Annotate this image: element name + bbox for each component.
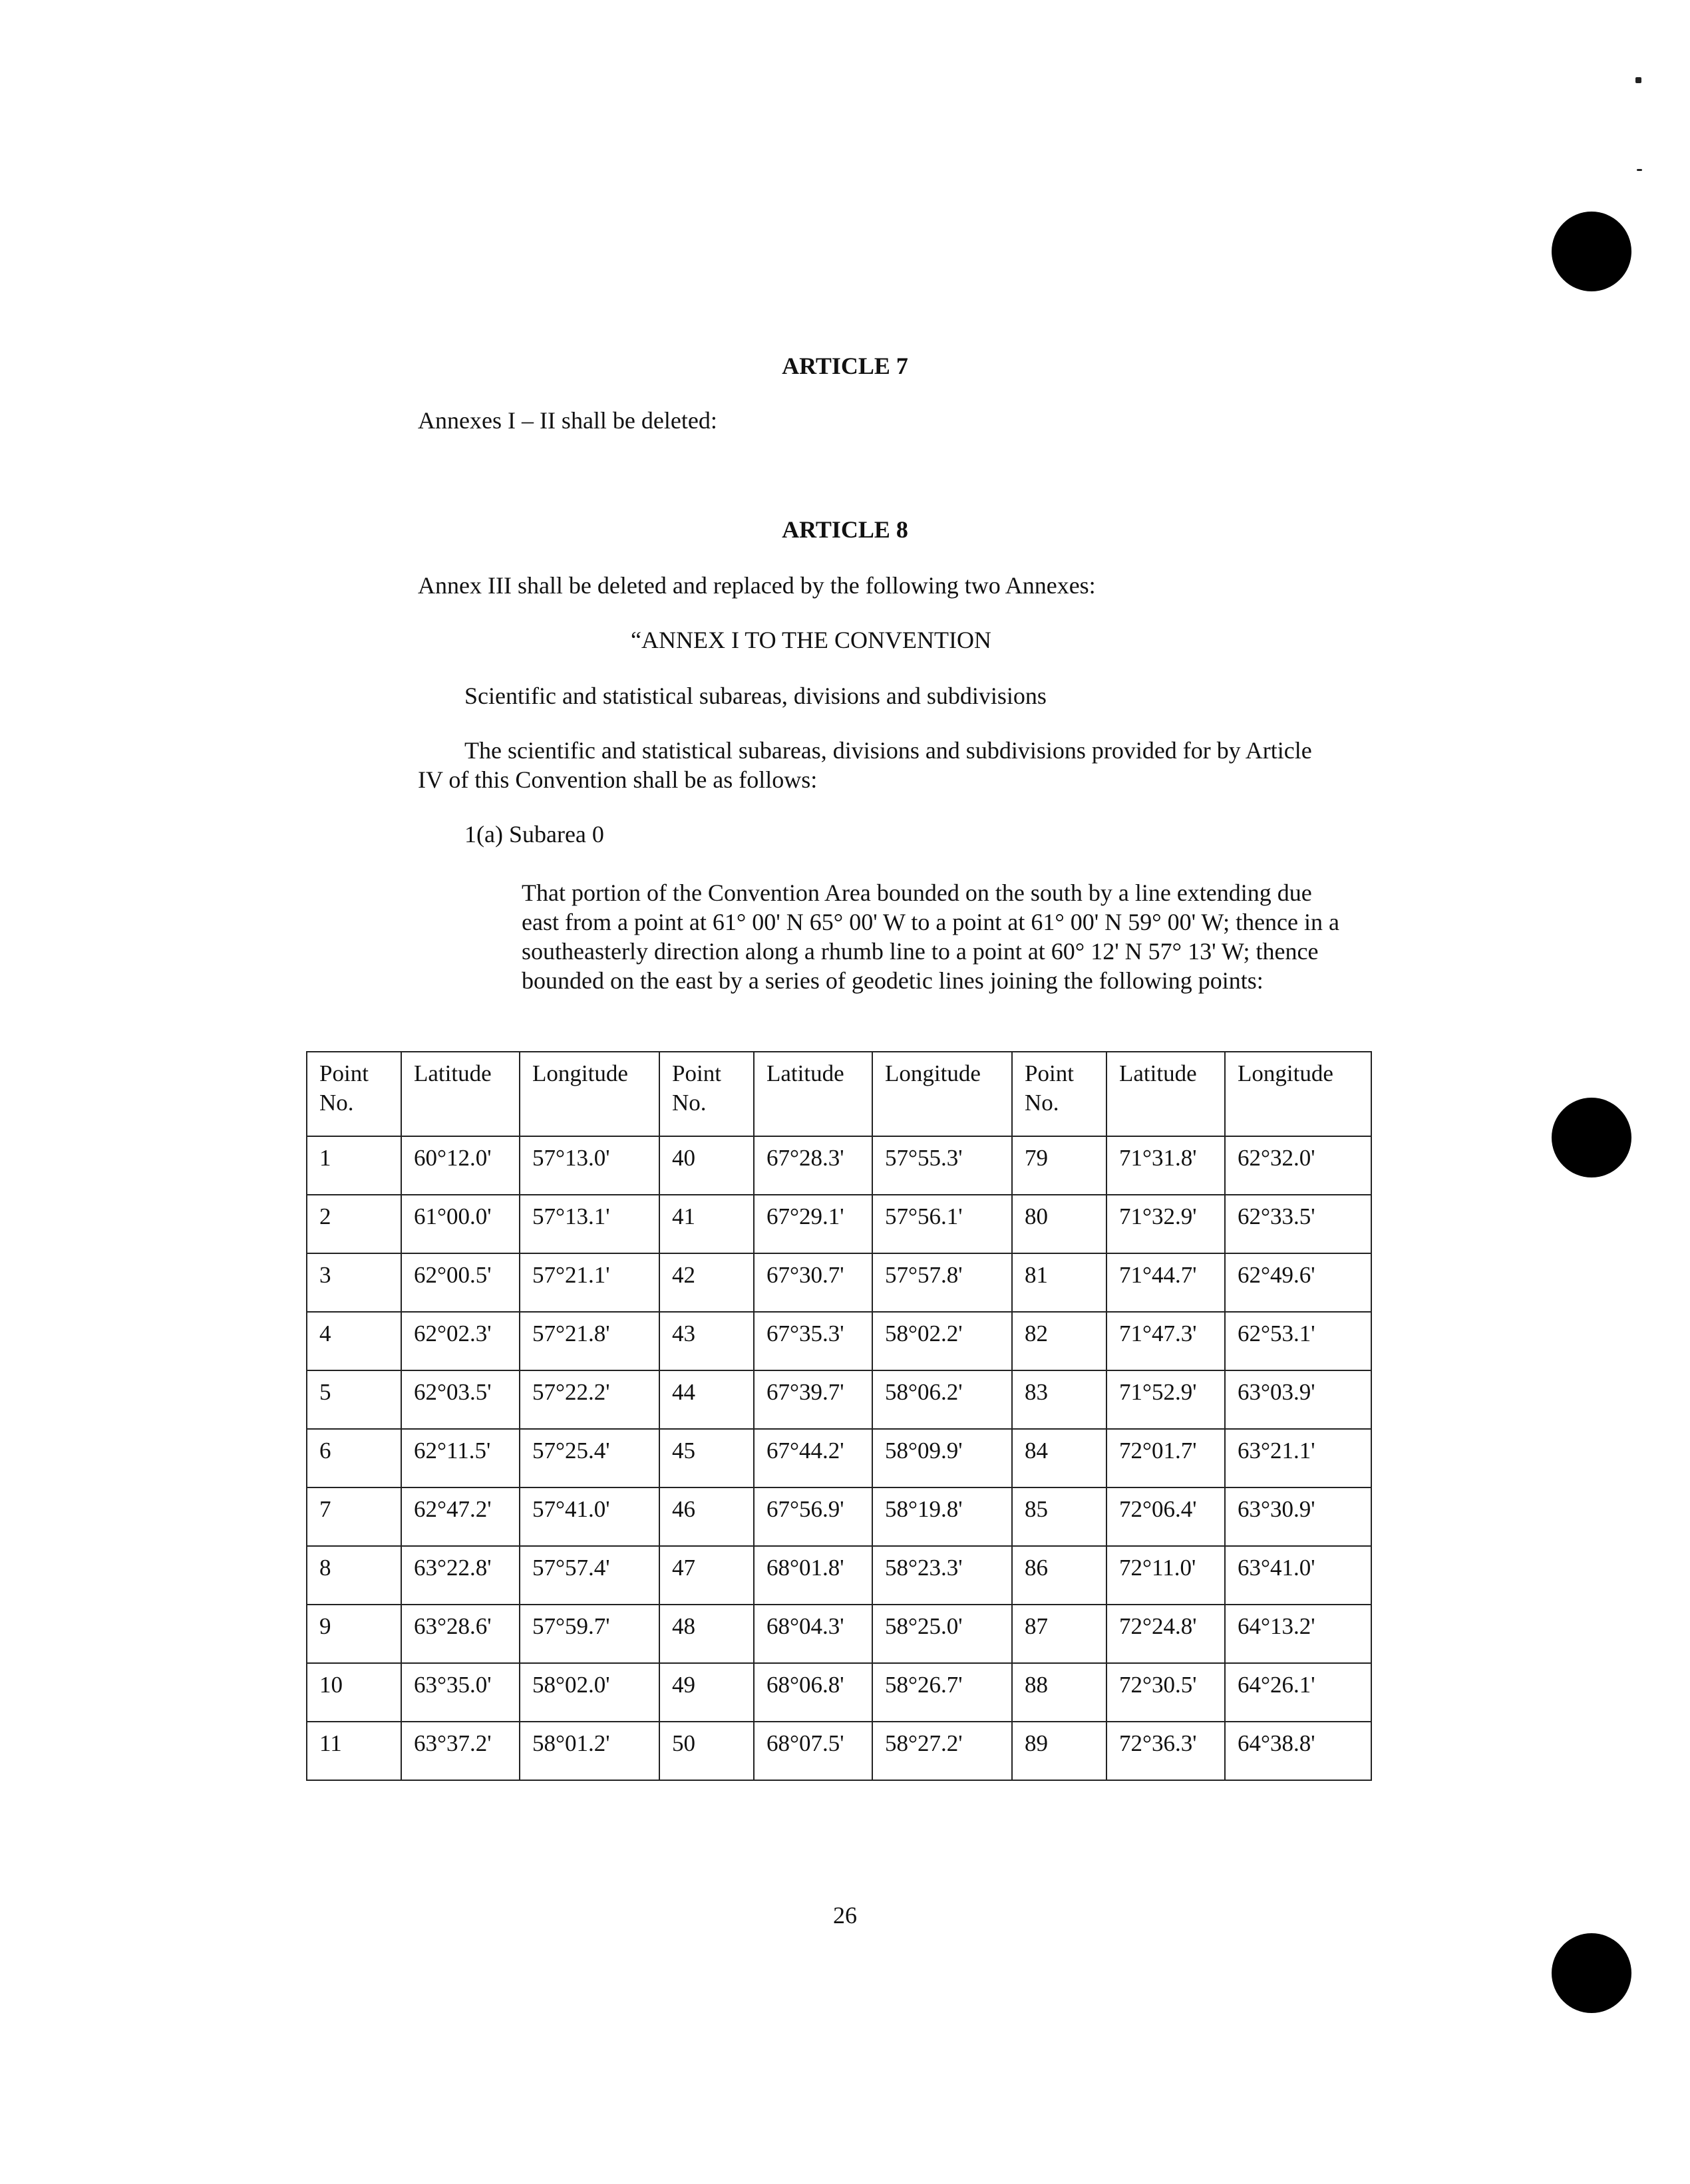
table-cell: 60°12.0': [401, 1136, 520, 1195]
table-header-row: [307, 1052, 1371, 1136]
table-row: [307, 1429, 1371, 1487]
table-cell: 67°44.2': [754, 1429, 872, 1487]
header-point-no: Point No.: [1012, 1052, 1106, 1136]
table-cell: 72°01.7': [1106, 1429, 1225, 1487]
table-cell: 63°35.0': [401, 1663, 520, 1722]
table-cell: 57°22.2': [520, 1370, 659, 1429]
table-row: [307, 1253, 1371, 1312]
table-cell: 57°25.4': [520, 1429, 659, 1487]
table-row: [307, 1312, 1371, 1370]
table-cell: 57°57.8': [872, 1253, 1012, 1312]
table-cell: 88: [1012, 1663, 1106, 1722]
table-cell: 61°00.0': [401, 1195, 520, 1253]
table-cell: 68°04.3': [754, 1605, 872, 1663]
table-cell: 62°11.5': [401, 1429, 520, 1487]
table-cell: 71°47.3': [1106, 1312, 1225, 1370]
annex-title: “ANNEX I TO THE CONVENTION: [631, 627, 991, 653]
table-row: [307, 1370, 1371, 1429]
table-cell: 63°41.0': [1225, 1546, 1371, 1605]
table-cell: 67°35.3': [754, 1312, 872, 1370]
table-cell: 85: [1012, 1487, 1106, 1546]
table-cell: 63°21.1': [1225, 1429, 1371, 1487]
table-cell: 57°41.0': [520, 1487, 659, 1546]
table-row: [307, 1605, 1371, 1663]
table-cell: 7: [307, 1487, 401, 1546]
table-cell: 62°32.0': [1225, 1136, 1371, 1195]
table-cell: 84: [1012, 1429, 1106, 1487]
table-cell: 62°02.3': [401, 1312, 520, 1370]
table-cell: 58°02.0': [520, 1663, 659, 1722]
table-cell: 89: [1012, 1722, 1106, 1780]
header-latitude: Latitude: [754, 1052, 872, 1136]
table-cell: 58°02.2': [872, 1312, 1012, 1370]
table-cell: 63°03.9': [1225, 1370, 1371, 1429]
annex-intro: The scientific and statistical subareas, divisions and subdivisions provided for by Article IV of this Convention shall be as follows:: [418, 737, 1312, 793]
table-cell: 42: [659, 1253, 754, 1312]
header-longitude: Longitude: [872, 1052, 1012, 1136]
table-cell: 48: [659, 1605, 754, 1663]
article-8-heading: ARTICLE 8: [782, 516, 908, 543]
table-cell: 47: [659, 1546, 754, 1605]
table-cell: 64°26.1': [1225, 1663, 1371, 1722]
table-cell: 58°19.8': [872, 1487, 1012, 1546]
table-cell: 40: [659, 1136, 754, 1195]
table-row: [307, 1487, 1371, 1546]
table-cell: 46: [659, 1487, 754, 1546]
table-cell: 57°56.1': [872, 1195, 1012, 1253]
table-cell: 79: [1012, 1136, 1106, 1195]
table-cell: 86: [1012, 1546, 1106, 1605]
table-cell: 57°55.3': [872, 1136, 1012, 1195]
table-cell: 57°57.4': [520, 1546, 659, 1605]
table-cell: 63°30.9': [1225, 1487, 1371, 1546]
scan-speck: [1637, 169, 1642, 171]
article-8-text: Annex III shall be deleted and replaced by the following two Annexes:: [418, 572, 1096, 599]
table-cell: 58°01.2': [520, 1722, 659, 1780]
table-row: [307, 1722, 1371, 1780]
table-cell: 62°49.6': [1225, 1253, 1371, 1312]
table-cell: 44: [659, 1370, 754, 1429]
table-cell: 3: [307, 1253, 401, 1312]
table-cell: 81: [1012, 1253, 1106, 1312]
table-cell: 41: [659, 1195, 754, 1253]
punch-hole-middle: [1552, 1098, 1631, 1177]
table-cell: 71°44.7': [1106, 1253, 1225, 1312]
table-cell: 64°13.2': [1225, 1605, 1371, 1663]
page-number: 26: [833, 1902, 857, 1929]
table-cell: 2: [307, 1195, 401, 1253]
table-cell: 72°30.5': [1106, 1663, 1225, 1722]
table-cell: 8: [307, 1546, 401, 1605]
table-cell: 68°07.5': [754, 1722, 872, 1780]
table-cell: 4: [307, 1312, 401, 1370]
article-7-text: Annexes I – II shall be deleted:: [418, 407, 717, 434]
table-cell: 62°03.5': [401, 1370, 520, 1429]
scan-speck: [1635, 77, 1641, 83]
table-cell: 58°25.0': [872, 1605, 1012, 1663]
table-cell: 57°13.1': [520, 1195, 659, 1253]
table-cell: 58°09.9': [872, 1429, 1012, 1487]
table-cell: 6: [307, 1429, 401, 1487]
table-cell: 9: [307, 1605, 401, 1663]
table-cell: 57°21.8': [520, 1312, 659, 1370]
table-row: [307, 1663, 1371, 1722]
table-cell: 58°27.2': [872, 1722, 1012, 1780]
table-cell: 11: [307, 1722, 401, 1780]
header-latitude: Latitude: [1106, 1052, 1225, 1136]
table-cell: 62°33.5': [1225, 1195, 1371, 1253]
table-cell: 68°01.8': [754, 1546, 872, 1605]
section-label: 1(a) Subarea 0: [464, 821, 604, 848]
table-cell: 72°06.4': [1106, 1487, 1225, 1546]
table-cell: 45: [659, 1429, 754, 1487]
table-cell: 71°31.8': [1106, 1136, 1225, 1195]
table-cell: 72°11.0': [1106, 1546, 1225, 1605]
coordinates-table: [306, 1051, 1372, 1781]
table-cell: 72°24.8': [1106, 1605, 1225, 1663]
table-cell: 58°06.2': [872, 1370, 1012, 1429]
table-cell: 43: [659, 1312, 754, 1370]
table-cell: 1: [307, 1136, 401, 1195]
header-point-no: Point No.: [659, 1052, 754, 1136]
header-latitude: Latitude: [401, 1052, 520, 1136]
table-cell: 68°06.8': [754, 1663, 872, 1722]
table-cell: 80: [1012, 1195, 1106, 1253]
table-row: [307, 1195, 1371, 1253]
table-cell: 71°32.9': [1106, 1195, 1225, 1253]
table-cell: 58°26.7': [872, 1663, 1012, 1722]
table-row: [307, 1136, 1371, 1195]
annex-subtitle: Scientific and statistical subareas, divisions and subdivisions: [464, 683, 1047, 709]
table-cell: 62°00.5': [401, 1253, 520, 1312]
table-cell: 67°56.9': [754, 1487, 872, 1546]
table-cell: 67°39.7': [754, 1370, 872, 1429]
table-cell: 50: [659, 1722, 754, 1780]
header-longitude: Longitude: [1225, 1052, 1371, 1136]
section-description: That portion of the Convention Area bounded on the south by a line extending due east from a point at 61° 00' N 65° 00' W to a point at 61° 00' N 59° 00' W; thence in a southeasterly direction along a rhumb line to a point at 60° 12' N 57° 13' W; thence bounded on the east by a series of geodetic lines joining the following points:: [522, 879, 1339, 994]
punch-hole-top: [1552, 212, 1631, 291]
article-7-heading: ARTICLE 7: [782, 353, 908, 379]
table-cell: 63°22.8': [401, 1546, 520, 1605]
table-cell: 64°38.8': [1225, 1722, 1371, 1780]
table-cell: 82: [1012, 1312, 1106, 1370]
table-cell: 57°59.7': [520, 1605, 659, 1663]
table-cell: 71°52.9': [1106, 1370, 1225, 1429]
table-cell: 5: [307, 1370, 401, 1429]
table-cell: 67°30.7': [754, 1253, 872, 1312]
table-cell: 63°28.6': [401, 1605, 520, 1663]
table-cell: 10: [307, 1663, 401, 1722]
table-cell: 72°36.3': [1106, 1722, 1225, 1780]
table-cell: 62°53.1': [1225, 1312, 1371, 1370]
table-cell: 67°28.3': [754, 1136, 872, 1195]
table-row: [307, 1546, 1371, 1605]
table-cell: 58°23.3': [872, 1546, 1012, 1605]
table-cell: 63°37.2': [401, 1722, 520, 1780]
table-cell: 57°21.1': [520, 1253, 659, 1312]
table-cell: 83: [1012, 1370, 1106, 1429]
table-cell: 62°47.2': [401, 1487, 520, 1546]
table-cell: 67°29.1': [754, 1195, 872, 1253]
table-cell: 49: [659, 1663, 754, 1722]
table-cell: 57°13.0': [520, 1136, 659, 1195]
header-point-no: Point No.: [307, 1052, 401, 1136]
punch-hole-bottom: [1552, 1933, 1631, 2013]
table-cell: 87: [1012, 1605, 1106, 1663]
header-longitude: Longitude: [520, 1052, 659, 1136]
